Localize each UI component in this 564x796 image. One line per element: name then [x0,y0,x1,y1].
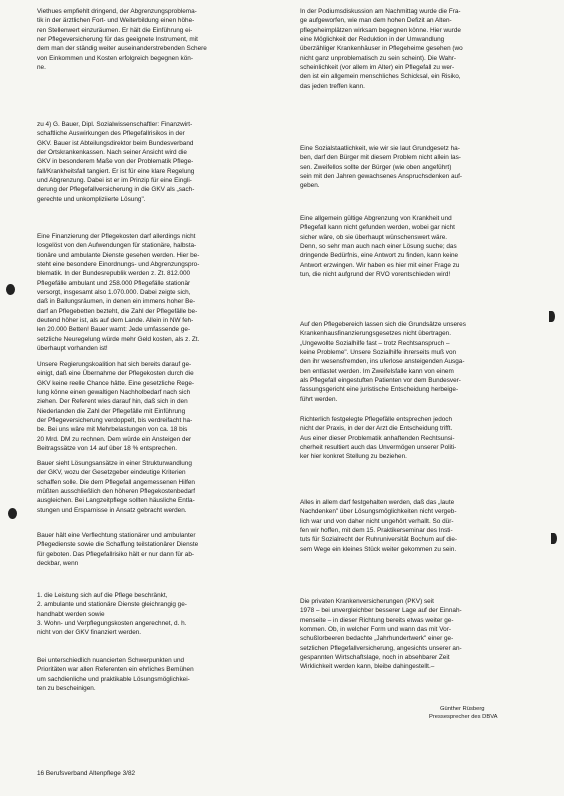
left-paragraph [37,531,281,568]
right-paragraph [300,415,530,462]
text-line: der Pflegeversicherung verdoppelt, bis verdreifacht ha- [37,417,193,425]
text-line: einigt, daß eine Übernahme der Pflegekosten durch die [37,370,194,378]
text-line: 2. ambulante und stationäre Dienste gleichrangig ge- [37,601,187,609]
text-line: scheinlichkeit (vor allem im Alter) ein Pflegefall zu wer- [300,64,455,72]
text-line: Alles in allem darf festgehalten werden, daß das „laute [300,499,455,506]
text-line: eine Möglichkeit der Reduktion in der Umwandlung [300,36,445,44]
text-line: zu 4) G. Bauer, Dipl. Sozialwissenschaftler: Finanzwirt- [37,121,193,128]
text-line: menseite – in dieser Richtung bereits etwas weiter ge- [300,616,454,624]
text-line: den ihr wesensfremden, ins uferlose ansteigenden Ausga- [300,358,465,366]
text-line: len 20.000 Betten! Bauer warnt: Jede umfassende ge- [37,326,191,334]
text-line: Niederlanden die Zahl der Pflegefälle mit Einführung [37,407,186,415]
text-line: nicht ganz unproblematisch zu sein scheint). Die Wahr- [300,54,457,62]
text-line: 20 Mrd. DM zu rechnen. Dem würde ein Ansteigen der [37,435,192,443]
text-line: darf an Pflegebetten bezteht, die Zahl der Pflegefälle be- [37,307,198,315]
page-footer: 16 Berufsverband Altenpflege 3/82 [37,770,136,777]
text-line: als Pflegefall eingestuften Patienten vor dem Bundesver- [300,377,461,385]
text-line: Eine Finanzierung der Pflegekosten darf allerdings nicht [37,233,196,240]
text-line: schaftliche Auswirkungen des Pflegefallrisikos in der [37,130,185,138]
left-paragraph [37,459,281,515]
left-paragraph [37,591,281,638]
text-line: der Ortskrankenkassen. Nach seiner Ansicht wird die [37,149,187,157]
text-line: führt werden. [300,395,338,403]
author-title: Pressesprecher des DBVA [429,714,498,720]
text-line: tuts für Sozialrecht der Ruhruniversität Bochum auf die- [300,536,457,544]
text-line: Pflegefall kann nicht gefunden werden, wobei gar nicht [300,224,455,232]
text-line: versorgt, insgesamt also 1.070.000. Dabei zeigte sich, [37,289,191,297]
text-line: Eine allgemein gültige Abgrenzung von Krankheit und [300,215,452,222]
punch-hole-mark [549,311,555,322]
text-line: Aus einer dieser Problematik anhaftenden Rechtsunsi- [300,434,455,442]
text-line: den ist ein allgemein menschliches Schicksal, ein Risiko, [300,73,461,81]
text-line: setzlichen Pflegefallversicherung, angesichts unserer an- [300,644,462,652]
text-line: ren Stellenwert einzuräumen. Er hält die Einführung ei- [37,26,193,34]
punch-hole-mark [6,284,15,295]
text-line: kommen. Ob, in welcher Form und wann das mit Vor- [300,626,451,634]
text-line: be. Bei uns wäre mit Mehrbelastungen von ca. 18 bis [37,426,188,434]
text-line: ten zu bescheinigen. [37,685,96,693]
text-line: handhabt werden sowie [37,610,105,618]
text-line: blematik. In der Bundesrepublik werden z. Zt. 812.000 [37,270,191,278]
text-line: tun, die nicht aufgrund der RVO vorentschieden wird! [300,271,451,279]
text-line: ziehen. Der Referent wies darauf hin, daß sich in den [37,398,188,406]
left-paragraph [37,656,281,693]
text-line: Auf den Pflegebereich lassen sich die Grundsätze unseres [300,321,466,328]
text-line: pflegeheimplätzen wirksam begegnen könne. Hier wurde [300,26,461,34]
text-line: Wirklichkeit werden kann, bleibe dahingestellt.– [300,663,435,671]
text-line: überhaupt vorhanden ist! [37,345,108,353]
text-line: sein mit den Jahren gewachsenes Anspruchsdenken auf- [300,173,462,181]
text-line: „Ungewollte Sozialhilfe fast – trotz Rechtsanspruch – [300,339,450,347]
text-line: Bauer sieht Lösungsansätze in einer Strukturwandlung [37,460,192,467]
text-line: 1. die Leistung sich auf die Pflege beschränkt, [37,592,168,599]
text-line: Pflegefälle ambulant und 258.000 Pflegefälle stationär [37,279,191,287]
text-line: cherheit resultiert auch das Unvermögen unserer Politi- [300,444,457,452]
text-line: müßten ausschließlich den höheren Pflegekostenbedarf [37,488,196,496]
left-paragraph [37,7,281,72]
right-paragraph [300,498,530,554]
text-line: der GKV, wozu der Gesetzgeber eindeutige Kriterien [37,469,186,477]
text-line: ner Pflegeversicherung für das geeignete Instrument, mit [37,36,198,44]
author-name: Günther Rüsberg [440,706,485,712]
text-line: fen wir hoffen, mit dem 15. Praktikerseminar des Insti- [300,527,453,535]
text-line: geben. [300,182,320,190]
text-line: stungen und Ersparnisse in Ansatz gebracht werden. [37,506,187,514]
text-line: deckbar, wenn [37,560,79,568]
text-line: Richterlich festgelegte Pflegefälle entsprechen jedoch [300,416,453,423]
text-line: sem Wege ein kleines Stück weiter gekommen zu sein. [300,545,457,553]
text-line: ben entlastet werden. Im Zweifelsfalle kann von einem [300,367,454,375]
text-line: überzähliger Krankenhäuser in Pflegeheime gesehen (wo [300,45,463,53]
text-line: Viethues empfiehlt dringend, der Abgrenzungsproblema- [37,8,197,15]
right-paragraph [300,320,530,404]
text-line: dem man der ständig weiter auseinanderstrebenden Schere [37,45,207,53]
text-line: ne. [37,64,46,72]
text-line: ausgleichen. Bei Langzeitpflege sollten häusliche Entla- [37,497,195,505]
right-paragraph [300,144,530,191]
text-line: Denn, so sehr man auch nach einer Lösung suche; das [300,243,457,251]
text-line: schaffen solle. Die dem Pflegefall angemessenen Hilfen [37,478,195,486]
right-paragraph [300,597,530,672]
text-line: schußlorbeeren bedachte „Jahrhundertwerk" einer ge- [300,635,454,643]
text-line: um sachdienliche und praktikable Lösungsmöglichkei- [37,675,190,683]
text-line: sicher wäre, ob sie überhaupt wünschenswert wäre. [300,233,448,241]
text-line: keine Probleme". Unsere Sozialhilfe ihrerseits muß von [300,349,457,357]
text-line: GKV. Bauer ist Abteilungsdirektor beim Bundesverband [37,139,194,147]
text-line: Krankenhausfinanzierungsgesetzes nicht übertragen. [300,330,451,338]
text-line: sen. Zweifellos sollte der Bürger (wie oben angeführt) [300,163,452,171]
text-line: Nachdenken" über Lösungsmöglichkeiten nicht vergeb- [300,508,457,516]
text-line: und Abgrenzung. Dabei ist er im Prinzip für eine Eingli- [37,177,192,185]
right-paragraph [300,7,530,91]
text-line: Bei unterschiedlich nuancierten Schwerpunkten und [37,657,185,664]
text-line: tionäre und ambulante Dienste gesehen werden. Hier be- [37,251,200,259]
text-line: Beitragssätze von 14 auf über 18 % entsprechen. [37,445,177,453]
text-line: gespannten Wirtschaftslage, noch in absehbarer Zeit [300,654,450,662]
left-paragraph [37,360,281,453]
left-paragraph [37,232,281,353]
text-line: fassungsgericht eine juristische Entscheidung herbeige- [300,386,459,394]
text-line: GKV keine reelle Chance hätte. Eine gesetzliche Rege- [37,379,195,387]
text-line: lich war und von daher nicht ungehört verhallt. So dür- [300,517,454,525]
text-line: losgelöst von den Aufwendungen für stationäre, halbsta- [37,242,197,250]
text-line: Prioritäten war allen Referenten ein ehrliches Bemühen [37,666,194,674]
text-line: ge aufgeworfen, wie man dem hohen Defizit an Alten- [300,17,452,25]
text-line: derung der Pflegefallversicherung in die GKV als „sach- [37,186,195,194]
left-paragraph [37,120,281,204]
text-line: daß in Ballungsräumen, in denen ein immens hoher Be- [37,298,196,306]
text-line: 3. Wohn- und Verpflegungskosten angerechnet, d. h. [37,620,187,628]
text-line: ker hier konkret Stellung zu beziehen. [300,453,407,461]
text-line: Bauer hält eine Verflechtung stationärer und ambulanter [37,532,196,539]
text-line: das jeden treffen kann. [300,82,365,90]
text-line: gerechte und unkompliziierte Lösung". [37,195,146,203]
right-paragraph [300,214,530,279]
text-line: Eine Sozialstaatlichkeit, wie wir sie laut Grundgesetz ha- [300,145,460,152]
text-line: ben, darf den Bürger mit diesem Problem nicht allein las- [300,154,461,162]
text-line: fall/Krankheitsfall tangiert. Er ist für eine klare Regelung [37,167,195,175]
text-line: lung könne einen gewaltigen Nachholbedarf nach sich [37,389,191,397]
text-line: steht eine besondere Einordnungs- und Abgrenzungspro- [37,261,200,269]
text-line: setzliche Neuregelung würde mehr Geld kosten, als z. Zt. [37,335,200,343]
text-line: dringende Bedürfnis, eine Antwort zu finden, kann keine [300,252,459,260]
text-line: Unsere Regierungskoalition hat sich bereits darauf ge- [37,361,192,368]
punch-hole-mark [8,508,17,519]
text-line: nicht der Praxis, in der der Arzt die Entscheidung trifft. [300,425,453,433]
text-line: In der Podiumsdiskussion am Nachmittag wurde die Fra- [300,8,461,15]
text-line: deutend höher ist, als auf dem Lande. Allein in NW feh- [37,317,194,325]
text-line: Die privaten Krankenversicherungen (PKV) seit [300,598,434,605]
text-line: nicht von der GKV finanziert werden. [37,629,142,637]
text-line: Pflegedienste sowie die Schaffung teilstationärer Dienste [37,541,199,549]
text-line: Antwort erzwingen. Wir haben es hier mit einer Frage zu [300,261,460,269]
text-line: von Einkommen und Kosten erfolgreich begegnen kön- [37,54,193,62]
text-line: tik in der ärztlichen Fort- und Weiterbildung einen höhe- [37,17,195,25]
punch-hole-mark [551,533,557,544]
text-line: GKV in besonderem Maße von der Problematik Pflege- [37,158,194,166]
text-line: 1978 – bei unvergleichber besserer Lage auf der Einnah- [300,607,462,615]
text-line: für geboten. Das Pflegefallrisiko hält er nur dann für ab- [37,550,195,558]
